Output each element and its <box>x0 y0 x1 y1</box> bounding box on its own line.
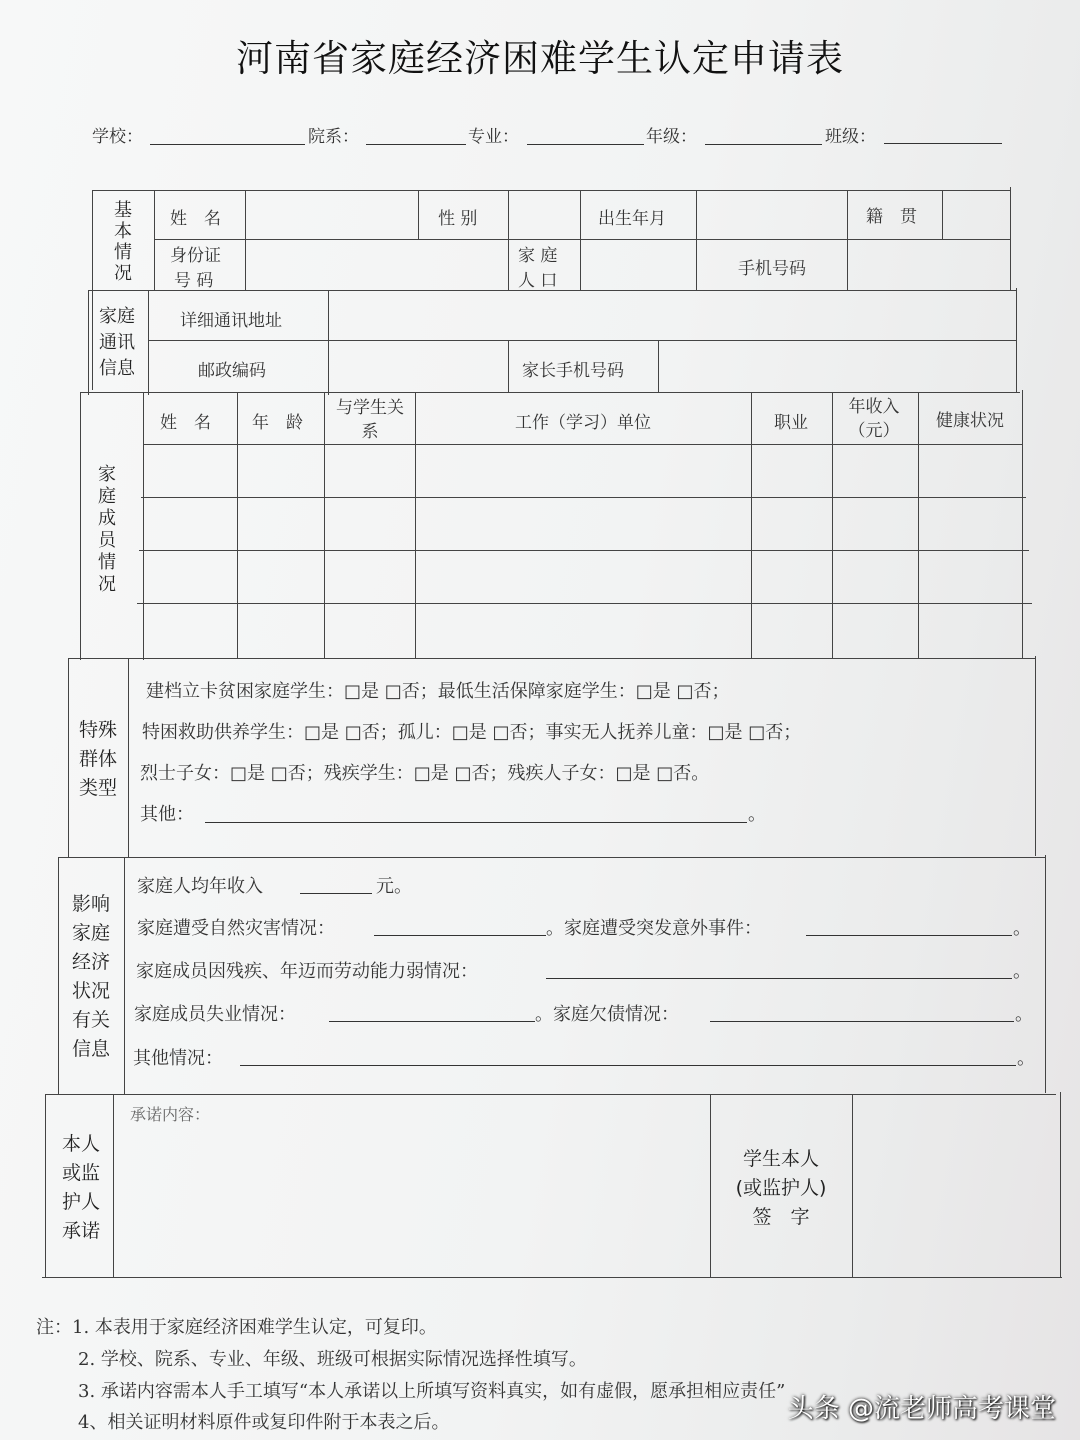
commitment-content-input[interactable] <box>115 1125 708 1275</box>
phone-label: 手机号码 <box>738 259 806 279</box>
birth-label: 出生年月 <box>598 209 666 229</box>
school-label: 学校： <box>92 127 143 147</box>
accident-field[interactable] <box>806 935 1012 936</box>
grid-line <box>46 1094 1056 1095</box>
border-right-1 <box>1010 187 1011 290</box>
grid-line <box>143 444 1023 445</box>
grid-line <box>58 857 1045 858</box>
gender-label: 性 别 <box>438 209 478 229</box>
grid-line <box>710 1094 711 1278</box>
special-group-line-1[interactable]: 建档立卡贫困家庭学生：□是 □否；最低生活保障家庭学生：□是 □否； <box>146 681 730 702</box>
table-row[interactable] <box>145 446 1020 496</box>
column-header: 职业 <box>774 413 808 433</box>
debt-label: 。家庭欠债情况： <box>535 1004 679 1025</box>
grid-line <box>80 392 81 660</box>
note-3: 3. 承诺内容需本人手工填写“本人承诺以上所填写资料真实，如有虚假，愿承担相应责任” <box>78 1381 786 1402</box>
school-field[interactable] <box>150 144 305 145</box>
line-end: 。 <box>1015 1004 1033 1025</box>
section-label: 本人或监护人承诺 <box>61 1133 100 1242</box>
grid-line <box>328 290 329 395</box>
grid-line <box>154 239 1010 240</box>
grid-line <box>658 340 659 392</box>
postcode-label: 邮政编码 <box>198 361 266 381</box>
grid-line <box>154 190 155 290</box>
special-group-line-3[interactable]: 烈士子女：□是 □否；残疾学生：□是 □否；残疾人子女：□是 □否。 <box>140 763 710 784</box>
signature-label-line: 签 字 <box>752 1206 810 1228</box>
section-special-groups <box>72 716 124 803</box>
grid-line <box>124 857 125 1095</box>
signature-field[interactable] <box>855 1096 1058 1276</box>
table-row[interactable] <box>141 552 1026 602</box>
household-size-input[interactable] <box>582 241 694 289</box>
parent-phone-input[interactable] <box>660 342 1014 390</box>
section-family-members <box>92 464 122 596</box>
id-label-2: 号 码 <box>174 271 214 291</box>
grid-line <box>148 340 1016 341</box>
class-field[interactable] <box>884 143 1002 144</box>
section-commitment <box>52 1130 110 1246</box>
column-header: 年收入（元） <box>848 397 900 441</box>
table-row[interactable] <box>139 605 1029 657</box>
accident-label: 。家庭遭受突发意外事件： <box>546 918 762 939</box>
grid-line <box>580 190 581 290</box>
grid-line <box>141 497 1026 498</box>
grid-line <box>1045 855 1046 1093</box>
other-group-field[interactable] <box>205 822 747 823</box>
column-header: 姓 名 <box>160 413 211 433</box>
native-place-label: 籍 贯 <box>866 207 917 227</box>
grid-line <box>245 190 246 290</box>
household-size-label-1: 家 庭 <box>518 246 558 266</box>
grid-line <box>137 603 1032 604</box>
grid-line <box>1016 288 1017 392</box>
section-economic-info <box>62 890 120 1064</box>
household-size-label-2: 人 口 <box>518 271 558 291</box>
department-label: 院系： <box>308 127 359 147</box>
disability-label: 家庭成员因残疾、年迈而劳动能力弱情况： <box>136 961 478 982</box>
other-situation-field[interactable] <box>240 1065 1016 1066</box>
phone-input[interactable] <box>849 241 1009 289</box>
grid-line <box>45 1094 46 1278</box>
name-label: 姓 名 <box>170 209 221 229</box>
debt-field[interactable] <box>710 1021 1014 1022</box>
special-group-line-2[interactable]: 特困救助供养学生：□是 □否；孤儿：□是 □否；事实无人抚养儿童：□是 □否； <box>142 722 802 743</box>
section-basic-info <box>100 200 146 284</box>
signature-label-line: (或监护人) <box>735 1177 827 1199</box>
grid-line <box>128 658 129 858</box>
note-2: 2. 学校、院系、专业、年级、班级可根据实际情况选择性填写。 <box>78 1349 587 1370</box>
per-capita-income-label: 家庭人均年收入 <box>137 876 263 897</box>
grid-line <box>68 658 1035 659</box>
grid-line <box>88 290 89 395</box>
column-header: 与学生关系 <box>336 398 404 442</box>
gender-input[interactable] <box>510 192 579 238</box>
note-4: 4、相关证明材料原件或复印件附于本表之后。 <box>78 1412 450 1433</box>
natural-disaster-label: 家庭遭受自然灾害情况： <box>137 918 335 939</box>
natural-disaster-field[interactable] <box>374 935 546 936</box>
major-field[interactable] <box>527 144 644 145</box>
grid-line <box>68 658 69 858</box>
major-label: 专业： <box>468 127 519 147</box>
section-label: 特殊群体类型 <box>78 719 117 799</box>
grid-line <box>508 190 509 290</box>
section-label: 家庭通讯信息 <box>99 306 135 379</box>
grid-line <box>847 190 848 290</box>
grid-line <box>113 1094 114 1278</box>
column-header: 健康状况 <box>936 411 1004 431</box>
birth-input[interactable] <box>698 192 846 238</box>
grid-line <box>1060 1092 1061 1278</box>
grade-label: 年级： <box>646 127 697 147</box>
grid-line <box>1035 656 1036 856</box>
grade-field[interactable] <box>705 144 822 145</box>
grid-line <box>852 1094 853 1278</box>
disability-field[interactable] <box>546 978 1012 979</box>
commitment-content-label: 承诺内容： <box>130 1105 211 1124</box>
per-capita-income-field[interactable] <box>300 893 372 894</box>
column-header: 工作（学习）单位 <box>515 413 651 433</box>
border-top <box>92 190 1010 191</box>
class-label: 班级： <box>825 127 876 147</box>
grid-line <box>139 550 1029 551</box>
section-contact-info <box>92 304 142 382</box>
parent-phone-label: 家长手机号码 <box>522 361 624 381</box>
line-end: 。 <box>1013 918 1031 939</box>
signature-label-line: 学生本人 <box>742 1148 819 1170</box>
address-input[interactable] <box>330 292 1014 339</box>
other-situation-label: 其他情况： <box>133 1048 223 1069</box>
watermark: 头条 @流老师高考课堂 <box>787 1394 1056 1424</box>
native-place-input[interactable] <box>944 192 1008 238</box>
grid-line <box>148 290 149 395</box>
table-row[interactable] <box>143 499 1023 549</box>
name-input[interactable] <box>247 192 417 238</box>
section-label: 基本情况 <box>114 200 132 284</box>
line-end: 。 <box>1017 1048 1035 1069</box>
grid-line <box>696 190 697 290</box>
note-1: 注：1. 本表用于家庭经济困难学生认定，可复印。 <box>36 1317 437 1338</box>
grid-line <box>942 190 943 239</box>
grid-line <box>58 857 59 1095</box>
postcode-input[interactable] <box>330 342 506 390</box>
section-label: 家庭成员情况 <box>98 464 116 595</box>
grid-line <box>508 340 509 392</box>
line-end: 。 <box>1013 961 1031 982</box>
other-label: 其他： <box>140 804 194 825</box>
form-title: 河南省家庭经济困难学生认定申请表 <box>236 37 844 80</box>
grid-line <box>42 1277 1062 1278</box>
id-label-1: 身份证 <box>170 246 221 266</box>
id-number-input[interactable] <box>247 241 506 289</box>
department-field[interactable] <box>366 144 466 145</box>
grid-line <box>418 190 419 239</box>
per-capita-income-unit: 元。 <box>376 876 412 897</box>
address-label: 详细通讯地址 <box>180 311 282 331</box>
unemployment-field[interactable] <box>329 1021 535 1022</box>
unemployment-label: 家庭成员失业情况： <box>134 1004 296 1025</box>
other-end: 。 <box>748 804 766 825</box>
column-header: 年 龄 <box>252 413 303 433</box>
grid-line <box>80 392 1020 393</box>
section-label: 影响家庭经济状况有关信息 <box>71 893 110 1060</box>
signature-label <box>712 1145 850 1232</box>
